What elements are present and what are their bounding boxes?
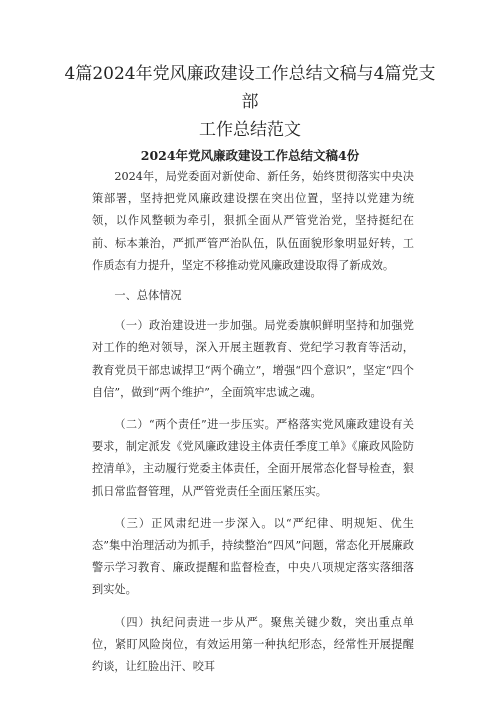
- paragraph-two-responsibilities: （二）“两个责任”进一步压实。严格落实党风廉政建设有关要求，制定派发《党风廉政建设主体责任季度工单》《廉政风险防控清单》，主动履行党委主体责任，全面开展常态化督导检查，狠抓日常监督管理，从严管党责任全面压紧压实。: [92, 418, 414, 498]
- paragraph-political-building: （一）政治建设进一步加强。局党委旗帜鲜明坚持和加强党对工作的绝对领导，深入开展主题教育、党纪学习教育等活动，教育党员干部忠诚捍卫“两个确立”，增强“四个意识”，坚定“四个自信”，做到“两个维护”，全面筑牢忠诚之魂。: [92, 319, 414, 399]
- section-subtitle: 2024年党风廉政建设工作总结文稿4份: [140, 148, 360, 163]
- document-title: [60, 60, 440, 144]
- document-body: [92, 166, 414, 678]
- paragraph-intro: 2024年，局党委面对新使命、新任务，始终贯彻落实中央决策部署，坚持把党风廉政建设摆在突出位置，坚持以党建为统领，以作风整顿为牵引，狠抓全面从严管党治党，坚持挺纪在前、标本兼治，严抓严管严治队伍，队伍面貌形象明显好转，工作质态有力提升，坚定不移推动党风廉政建设取得了新成效。: [92, 170, 414, 272]
- title-line-1: 4篇2024年党风廉政建设工作总结文稿与4篇党支部: [64, 64, 436, 112]
- paragraph-discipline-rectification: （三）正风肃纪进一步深入。以“严纪律、明规矩、优生态”集中治理活动为抓手，持续整治“四风”问题，常态化开展廉政警示学习教育、廉政提醒和监督检查，中央八项规定落实落细落到实处。: [92, 516, 414, 597]
- section-heading-overview: 一、总体情况: [114, 289, 182, 303]
- title-line-2: 工作总结范文: [199, 120, 301, 140]
- paragraph-accountability: （四）执纪问责进一步从严。聚焦关键少数，突出重点单位，紧盯风险岗位，有效运用第一种执纪形态，经常性开展提醒约谈，让红脸出汗、咬耳: [92, 615, 414, 674]
